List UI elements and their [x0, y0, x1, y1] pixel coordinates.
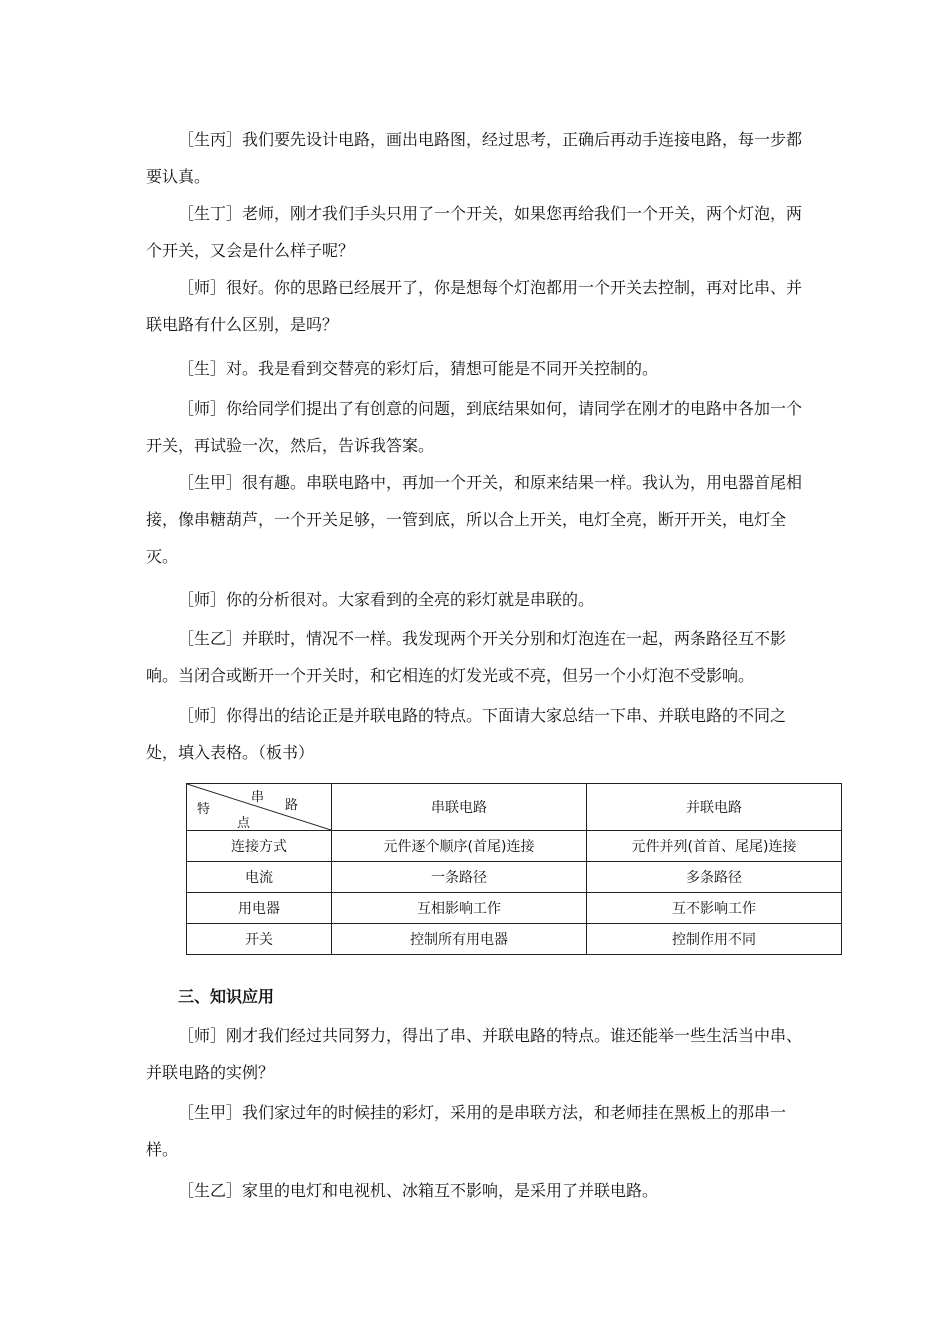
- paragraph: ［师］你得出的结论正是并联电路的特点。下面请大家总结一下串、并联电路的不同之处，填入表格。（板书）: [146, 706, 787, 762]
- paragraph: ［师］很好。你的思路已经展开了，你是想每个灯泡都用一个开关去控制，再对比串、并联电路有什么区别，是吗？: [146, 278, 803, 334]
- comparison-table: [186, 783, 842, 955]
- row-label: 电流: [187, 862, 332, 893]
- paragraph: ［生乙］并联时，情况不一样。我发现两个开关分别和灯泡连在一起，两条路径互不影响。当闭合或断开一个开关时，和它相连的灯发光或不亮，但另一个小灯泡不受影响。: [146, 629, 787, 685]
- cell-series: 一条路径: [332, 862, 587, 893]
- table-row: [187, 862, 842, 893]
- paragraph: ［生乙］家里的电灯和电视机、冰箱互不影响，是采用了并联电路。: [178, 1181, 659, 1200]
- table-row: [187, 924, 842, 955]
- cell-parallel: 元件并列(首首、尾尾)连接: [587, 831, 842, 862]
- corner-right-label: 路: [285, 798, 299, 813]
- paragraph: ［师］你的分析很对。大家看到的全亮的彩灯就是串联的。: [178, 590, 595, 609]
- column-header-series: 串联电路: [332, 784, 587, 831]
- row-label: 用电器: [187, 893, 332, 924]
- cell-parallel: 多条路径: [587, 862, 842, 893]
- paragraph: ［生甲］很有趣。串联电路中，再加一个开关，和原来结果一样。我认为，用电器首尾相接，像串糖葫芦，一个开关足够，一管到底，所以合上开关，电灯全亮，断开开关，电灯全灭。: [146, 473, 803, 566]
- paragraph: ［师］你给同学们提出了有创意的问题，到底结果如何，请同学在刚才的电路中各加一个开关，再试验一次，然后，告诉我答案。: [146, 399, 803, 455]
- corner-left-label: 特: [197, 802, 211, 817]
- cell-parallel: 互不影响工作: [587, 893, 842, 924]
- column-header-parallel: 并联电路: [587, 784, 842, 831]
- paragraph: ［生丙］我们要先设计电路，画出电路图，经过思考，正确后再动手连接电路，每一步都要认真。: [146, 130, 803, 186]
- paragraph: ［师］刚才我们经过共同努力，得出了串、并联电路的特点。谁还能举一些生活当中串、并联电路的实例？: [146, 1026, 803, 1082]
- diagonal-header-cell: [187, 784, 332, 831]
- cell-parallel: 控制作用不同: [587, 924, 842, 955]
- cell-series: 控制所有用电器: [332, 924, 587, 955]
- row-label: 开关: [187, 924, 332, 955]
- paragraph: ［生甲］我们家过年的时候挂的彩灯，采用的是串联方法，和老师挂在黑板上的那串一样。: [146, 1103, 787, 1159]
- table-row: [187, 831, 842, 862]
- section-heading: 三、知识应用: [178, 987, 275, 1006]
- corner-top-label: 串: [251, 790, 265, 805]
- cell-series: 元件逐个顺序(首尾)连接: [332, 831, 587, 862]
- paragraph: ［生］对。我是看到交替亮的彩灯后，猜想可能是不同开关控制的。: [178, 359, 659, 378]
- paragraph: ［生丁］老师，刚才我们手头只用了一个开关，如果您再给我们一个开关，两个灯泡，两个开关，又会是什么样子呢？: [146, 204, 803, 260]
- table-header-row: [187, 784, 842, 831]
- table-row: [187, 893, 842, 924]
- cell-series: 互相影响工作: [332, 893, 587, 924]
- corner-bottom-label: 点: [237, 816, 251, 831]
- row-label: 连接方式: [187, 831, 332, 862]
